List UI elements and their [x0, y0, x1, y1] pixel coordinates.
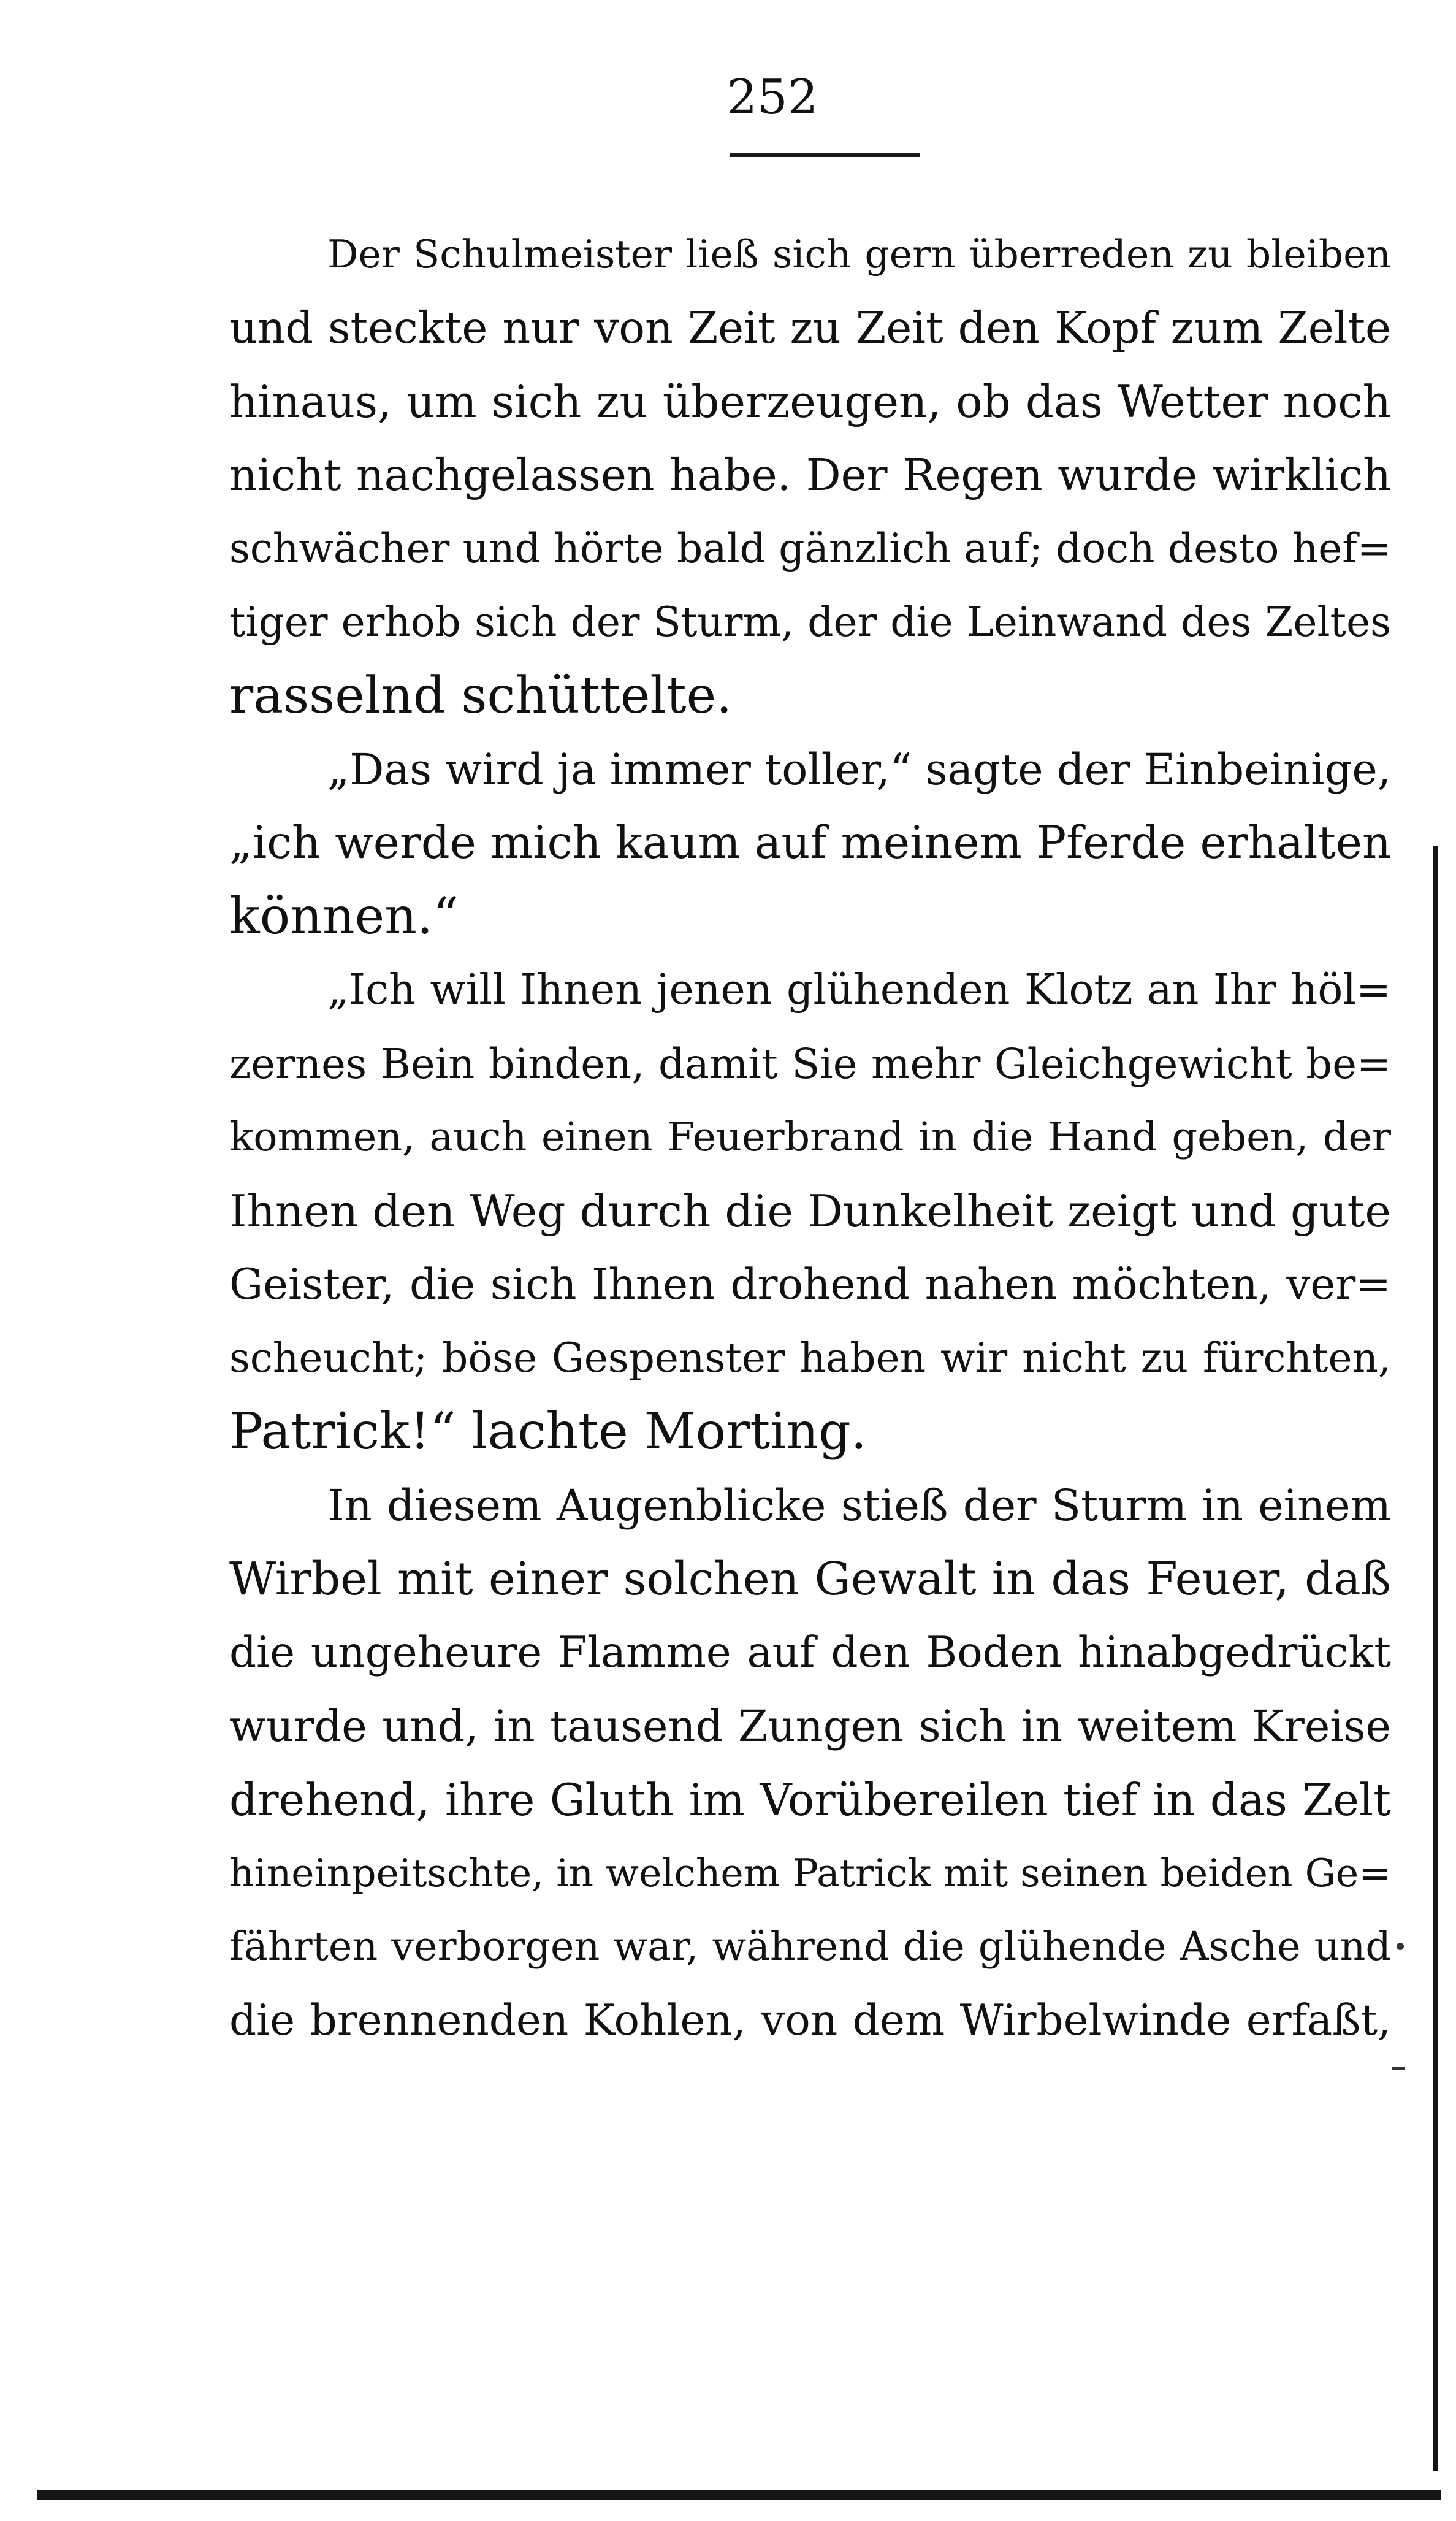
text-line: scheucht; böse Gespenster haben wir nicht zu fürchten, [229, 1334, 1391, 1382]
text-line: tiger erhob sich der Sturm, der die Leinwand des Zeltes [229, 599, 1391, 646]
page-number-rule [730, 153, 920, 157]
text-line: drehend, ihre Gluth im Vorübereilen tief in das Zelt [229, 1774, 1391, 1826]
text-line: die brennenden Kohlen, von dem Wirbelwinde erfaßt, [229, 1996, 1391, 2045]
text-line: „Das wird ja immer toller,“ sagte der Einbeinige, [327, 744, 1391, 795]
text-line: wurde und, in tausend Zungen sich in weitem Kreise [229, 1701, 1391, 1751]
text-line: und steckte nur von Zeit zu Zeit den Kopf zum Zelte [229, 302, 1391, 353]
text-line: zernes Bein binden, damit Sie mehr Gleichgewicht be= [229, 1040, 1391, 1088]
text-line: können.“ [229, 887, 459, 946]
scan-speck [1397, 1943, 1404, 1950]
text-line: „Ich will Ihnen jenen glühenden Klotz an Ihr höl= [327, 966, 1391, 1014]
text-line: hinaus, um sich zu überzeugen, ob das Wetter noch [229, 376, 1391, 427]
text-line: die ungeheure Flamme auf den Boden hinabgedrückt [229, 1628, 1391, 1677]
text-line: Ihnen den Weg durch die Dunkelheit zeigt und gute [229, 1185, 1391, 1237]
text-line: schwächer und hörte bald gänzlich auf; doch desto hef= [229, 525, 1391, 572]
text-line: rasselnd schüttelte. [229, 667, 733, 725]
text-line: fährten verborgen war, während die glühende Asche und [229, 1924, 1391, 1970]
text-line: In diesem Augenblicke stieß der Sturm in einem [327, 1480, 1391, 1531]
text-line: Der Schulmeister ließ sich gern überreden zu bleiben [327, 232, 1391, 277]
bottom-margin-rule [37, 2490, 1441, 2500]
text-line: nicht nachgelassen habe. Der Regen wurde wirklich [229, 449, 1391, 500]
text-line: „ich werde mich kaum auf meinem Pferde erhalten [229, 817, 1391, 869]
text-line: Patrick!“ lachte Morting. [229, 1402, 867, 1461]
page-number: 252 [726, 70, 818, 125]
text-line: hineinpeitschte, in welchem Patrick mit seinen beiden Ge= [229, 1851, 1391, 1896]
text-line: Wirbel mit einer solchen Gewalt in das Feuer, daß [229, 1553, 1391, 1605]
text-line: kommen, auch einen Feuerbrand in die Hand geben, der [229, 1114, 1391, 1160]
scan-speck [1392, 2067, 1405, 2070]
body-text [229, 218, 1391, 2057]
right-margin-rule [1433, 846, 1438, 2471]
text-line: Geister, die sich Ihnen drohend nahen möchten, ver= [229, 1260, 1391, 1309]
